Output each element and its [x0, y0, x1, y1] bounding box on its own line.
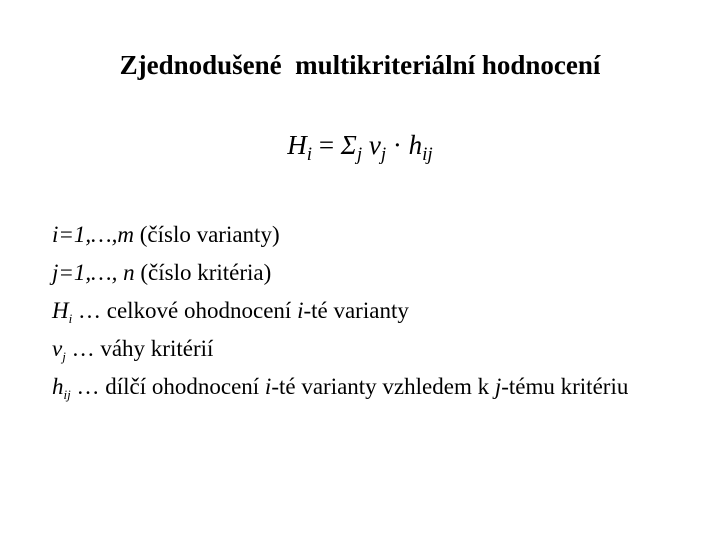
formula-equals: = [312, 130, 341, 160]
definition-weights-text: … váhy kritérií [65, 336, 214, 361]
formula-dot: · [386, 130, 409, 160]
definition-weights-symbol: v [52, 336, 63, 361]
definition-partial-sub: ij [63, 387, 71, 402]
formula-partial-sub: ij [422, 144, 433, 165]
definition-h-total-symbol: H [52, 298, 69, 323]
definition-partial-text-b: -té varianty vzhledem k [271, 374, 495, 399]
definition-h-total-text-b: -té varianty [303, 298, 409, 323]
definition-i-range: i=1,…,m [52, 222, 134, 247]
definition-j [52, 254, 692, 292]
definitions-list [52, 216, 692, 406]
formula-h-total-sub: i [306, 144, 313, 165]
definition-h-total-sub: i [68, 311, 73, 326]
formula-weight-sub: j [380, 144, 387, 165]
definition-j-range: j=1,…, n [52, 260, 135, 285]
definition-h-total [52, 292, 692, 330]
definition-partial-j: j [494, 374, 502, 399]
formula-partial: h [408, 130, 423, 160]
definition-h-total-ellipsis: … [72, 298, 107, 323]
definition-h-total-i: i [297, 298, 304, 323]
definition-partial-symbol: h [52, 374, 64, 399]
formula-h-total: H [287, 130, 307, 160]
formula-sigma: Σ [340, 130, 357, 160]
definition-partial-i: i [264, 374, 272, 399]
weighted-sum-formula [0, 130, 720, 165]
definition-i-text: (číslo varianty) [133, 222, 280, 247]
definition-partial [52, 368, 692, 406]
definition-weights [52, 330, 692, 368]
definition-i [52, 216, 692, 254]
definition-weights-sub: j [62, 349, 66, 364]
definition-partial-text-a: … dílčí ohodnocení [70, 374, 265, 399]
definition-partial-text-c: -tému kritériu [501, 374, 629, 399]
formula-weight: v [362, 130, 381, 160]
slide-title: Zjednodušené multikriteriální hodnocení [119, 50, 601, 80]
definition-h-total-text-a: celkové ohodnocení [106, 298, 298, 323]
formula-sigma-sub: j [356, 144, 363, 165]
definition-j-text: (číslo kritéria) [134, 260, 272, 285]
